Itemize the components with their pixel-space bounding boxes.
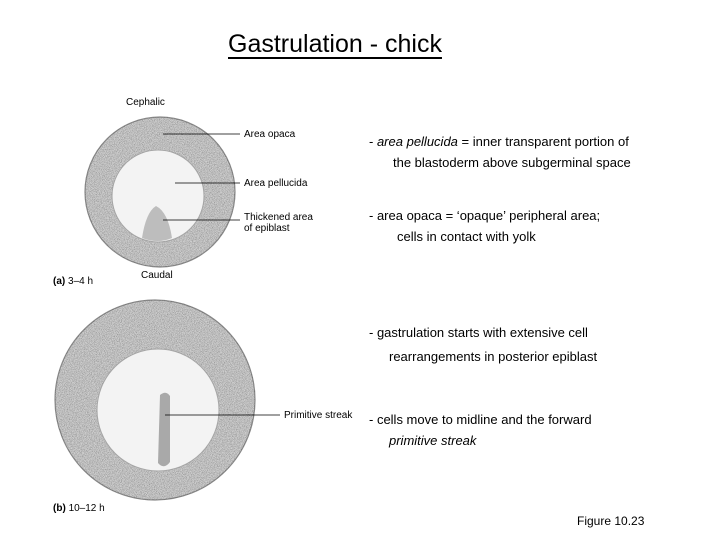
panel-a-time: 3–4 h xyxy=(68,276,94,287)
embryo-b-primitive-streak xyxy=(158,393,170,467)
note-area-opaca-line2: cells in contact with yolk xyxy=(397,229,536,244)
note-area-opaca-line1: - area opaca = ‘opaque’ peripheral area; xyxy=(369,208,601,223)
label-caudal: Caudal xyxy=(141,270,173,281)
panel-b-caption xyxy=(53,503,105,514)
label-cephalic: Cephalic xyxy=(126,97,165,108)
note-gastrulation-line1: - gastrulation starts with extensive cell xyxy=(369,325,588,340)
note-cells-move-line2 xyxy=(369,430,592,451)
embryo-b-drawing xyxy=(55,300,255,500)
label-area-pellucida: Area pellucida xyxy=(244,178,308,189)
note-area-opaca xyxy=(369,205,600,247)
label-thickened-area: Thickened area xyxy=(244,212,313,223)
label-of-epiblast: of epiblast xyxy=(244,223,290,234)
figure-number: Figure 10.23 xyxy=(577,514,645,528)
embryo-a-drawing xyxy=(85,117,235,267)
panel-a-caption xyxy=(53,276,93,287)
panel-b-time: 10–12 h xyxy=(68,503,105,514)
embryo-b-area-pellucida xyxy=(97,349,219,471)
note-area-pellucida-def: = inner transparent portion of xyxy=(457,134,629,149)
label-primitive-streak: Primitive streak xyxy=(284,410,353,421)
term-primitive-streak: primitive streak xyxy=(389,433,477,448)
panel-b-letter: (b) xyxy=(53,503,66,514)
note-cells-move xyxy=(369,409,592,451)
note-area-pellucida-line2: the blastoderm above subgerminal space xyxy=(393,155,631,170)
note-area-pellucida xyxy=(369,131,631,173)
slide-title: Gastrulation - chick xyxy=(228,30,442,58)
note-dash: - xyxy=(369,134,377,149)
note-gastrulation xyxy=(369,321,597,369)
term-area-pellucida: area pellucida xyxy=(376,134,458,149)
note-cells-move-line1: - cells move to midline and the forward xyxy=(369,412,592,427)
panel-a-letter: (a) xyxy=(53,276,66,287)
label-area-opaca: Area opaca xyxy=(244,129,296,140)
note-gastrulation-line2: rearrangements in posterior epiblast xyxy=(389,349,598,364)
